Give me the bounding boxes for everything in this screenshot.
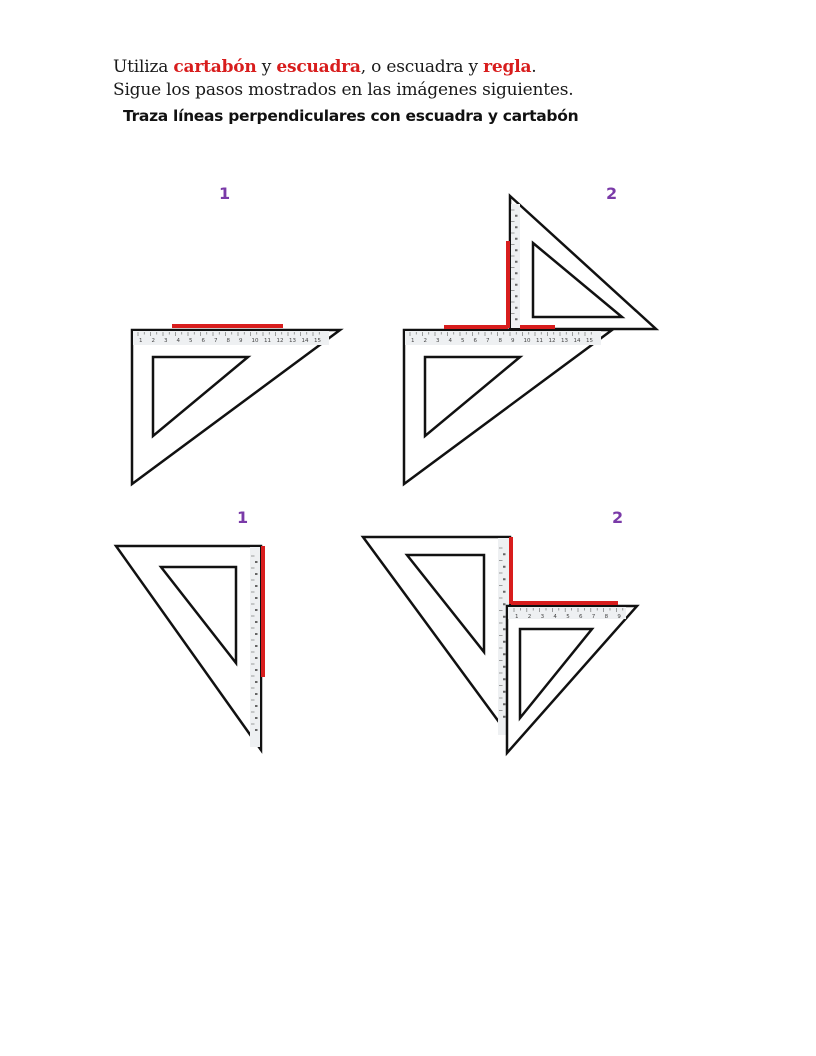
ruler-number: 8 [498,338,502,344]
step-number-bottom-2: 2 [612,508,624,527]
ruler-mark [503,641,506,643]
ruler-number: 4 [448,338,452,344]
ruler-number: 9 [239,338,243,344]
ruler-mark [503,691,506,693]
ruler-mark [255,717,258,719]
cartabon-inner-hole [520,629,592,718]
ruler-mark [503,578,506,580]
ruler-number: 13 [289,338,296,344]
ruler-mark [503,716,506,718]
ruler-number: 9 [511,338,515,344]
ruler-mark [515,226,518,228]
ruler-mark [255,585,258,587]
top-step1-cartabon [132,326,340,484]
ruler-number: 1 [411,338,415,344]
intro-line-2: Sigue los pasos mostrados en las imágenes siguientes. [113,80,574,100]
ruler-band [133,331,329,345]
ruler-mark [503,653,506,655]
ruler-mark [255,597,258,599]
ruler-number: 2 [151,338,155,344]
ruler-number: 12 [548,338,556,344]
ruler-mark [503,603,506,605]
ruler-number: 8 [604,614,609,620]
ruler-mark [503,616,506,618]
ruler-number: 3 [436,338,440,344]
ruler-number: 14 [573,338,581,344]
ruler-mark [255,621,258,623]
ruler-mark [255,645,258,647]
ruler-mark [515,272,518,274]
ruler-number: 5 [461,338,465,344]
bottom-step1-escuadra [116,546,263,750]
ruler-mark [255,657,258,659]
ruler-number: 6 [473,338,477,344]
ruler-number: 7 [214,338,218,344]
ruler-mark [255,609,258,611]
top-step2 [404,196,656,484]
ruler-mark [515,249,518,251]
ruler-number: 3 [540,614,545,620]
ruler-number: 2 [423,338,427,344]
ruler-number: 11 [264,338,271,344]
ruler-mark [503,703,506,705]
bottom-step2 [363,537,637,753]
intro-text-part: . [531,57,537,77]
ruler-mark [503,628,506,630]
term-cartabon: cartabón [173,57,257,77]
intro-text-part: , o escuadra y [360,57,484,77]
ruler-mark [503,678,506,680]
ruler-number: 15 [586,338,593,344]
step-number-bottom-1: 1 [237,508,249,527]
ruler-number: 7 [591,614,596,620]
intro-text-part: y [256,57,277,77]
ruler-mark [255,561,258,563]
ruler-band-vertical [511,204,520,328]
ruler-number: 4 [176,338,180,344]
ruler-number: 14 [301,338,309,344]
term-regla: regla [483,57,532,77]
ruler-mark [255,669,258,671]
ruler-number: 1 [515,614,519,620]
ruler-mark [515,238,518,240]
escuadra-inner-hole [533,243,622,317]
ruler-number: 13 [561,338,568,344]
ruler-number: 8 [226,338,230,344]
step-number-top-1: 1 [219,184,231,203]
ruler-number: 6 [579,614,583,620]
ruler-number: 5 [189,338,193,344]
ruler-mark [515,215,518,217]
ruler-mark [515,318,518,320]
ruler-mark [503,553,506,555]
ruler-mark [515,307,518,309]
figure-title: Traza líneas perpendiculares con escuadra y cartabón [123,107,579,125]
ruler-number: 11 [536,338,543,344]
ruler-mark [255,573,258,575]
ruler-mark [255,633,258,635]
ruler-mark [255,705,258,707]
ruler-number: 3 [164,338,168,344]
ruler-mark [255,693,258,695]
ruler-mark [503,566,506,568]
ruler-number: 9 [617,614,621,620]
ruler-number: 10 [523,338,531,344]
ruler-number: 2 [527,614,532,620]
ruler-mark [503,591,506,593]
ruler-band [405,331,601,345]
ruler-mark [515,284,518,286]
ruler-number: 6 [201,338,205,344]
term-escuadra: escuadra [276,57,361,77]
ruler-number: 5 [566,614,570,620]
ruler-number: 4 [553,614,557,620]
ruler-mark [255,681,258,683]
ruler-number: 7 [486,338,490,344]
ruler-number: 10 [251,338,259,344]
ruler-mark [503,666,506,668]
ruler-mark [255,729,258,731]
ruler-number: 12 [276,338,284,344]
ruler-mark [515,261,518,263]
ruler-number: 1 [139,338,143,344]
ruler-mark [515,295,518,297]
step-number-top-2: 2 [606,184,618,203]
intro-text-part: Utiliza [113,57,174,77]
ruler-number: 15 [314,338,321,344]
